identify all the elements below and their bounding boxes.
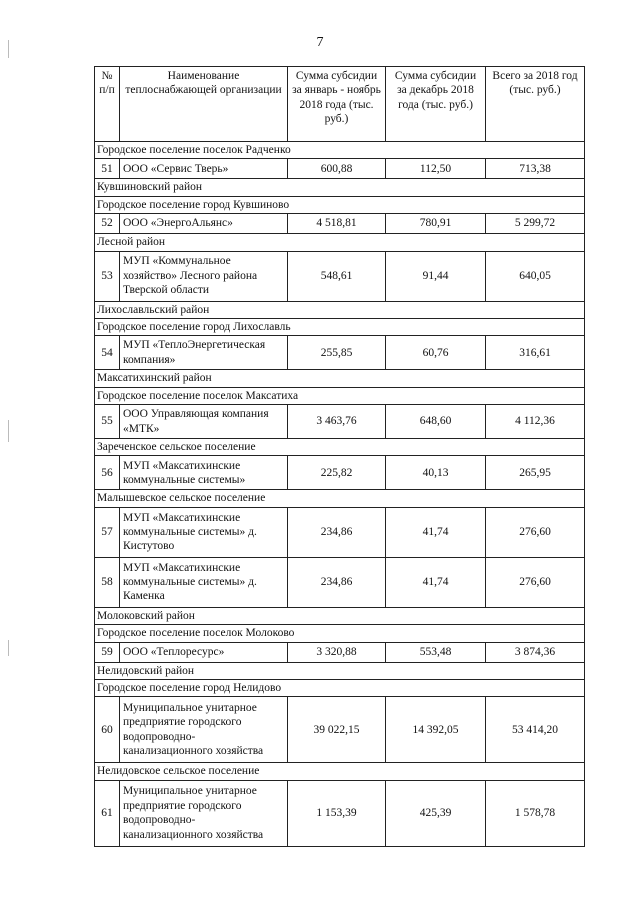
region-label: Лихославльский район bbox=[95, 301, 585, 318]
amount-total: 3 874,36 bbox=[486, 642, 585, 662]
amount-total: 1 578,78 bbox=[486, 780, 585, 846]
table-row bbox=[95, 214, 585, 234]
organization-name: Муниципальное унитарное предприятие городского водопроводно-канализационного хозяйства bbox=[120, 697, 288, 763]
amount-december: 60,76 bbox=[386, 336, 486, 370]
region-row bbox=[95, 318, 585, 335]
organization-name: МУП «ТеплоЭнергетическая компания» bbox=[120, 336, 288, 370]
header-organization: Наименование теплоснабжающей организации bbox=[120, 67, 288, 142]
scan-margin-mark bbox=[8, 420, 9, 442]
amount-jan-nov: 39 022,15 bbox=[288, 697, 386, 763]
amount-jan-nov: 234,86 bbox=[288, 557, 386, 607]
amount-jan-nov: 1 153,39 bbox=[288, 780, 386, 846]
region-row bbox=[95, 142, 585, 159]
header-december: Сумма субсидии за декабрь 2018 года (тыс. руб.) bbox=[386, 67, 486, 142]
header-total: Всего за 2018 год (тыс. руб.) bbox=[486, 67, 585, 142]
table-row bbox=[95, 336, 585, 370]
region-label: Максатихинский район bbox=[95, 370, 585, 387]
table-row bbox=[95, 405, 585, 439]
organization-name: МУП «Максатихинские коммунальные системы» д. Кистутово bbox=[120, 507, 288, 557]
amount-total: 276,60 bbox=[486, 557, 585, 607]
scan-margin-mark bbox=[8, 640, 9, 656]
region-label: Городское поселение город Нелидово bbox=[95, 679, 585, 696]
row-number: 52 bbox=[95, 214, 120, 234]
amount-december: 14 392,05 bbox=[386, 697, 486, 763]
region-label: Городское поселение поселок Радченко bbox=[95, 142, 585, 159]
row-number: 59 bbox=[95, 642, 120, 662]
table-row bbox=[95, 557, 585, 607]
amount-december: 40,13 bbox=[386, 456, 486, 490]
amount-jan-nov: 255,85 bbox=[288, 336, 386, 370]
amount-total: 4 112,36 bbox=[486, 405, 585, 439]
region-row bbox=[95, 179, 585, 196]
amount-jan-nov: 3 320,88 bbox=[288, 642, 386, 662]
region-label: Лесной район bbox=[95, 234, 585, 251]
region-label: Нелидовский район bbox=[95, 662, 585, 679]
amount-total: 265,95 bbox=[486, 456, 585, 490]
header-jan-nov: Сумма субсидии за январь - ноябрь 2018 года (тыс. руб.) bbox=[288, 67, 386, 142]
amount-total: 276,60 bbox=[486, 507, 585, 557]
amount-december: 91,44 bbox=[386, 251, 486, 301]
table-row bbox=[95, 697, 585, 763]
region-row bbox=[95, 196, 585, 213]
amount-total: 713,38 bbox=[486, 159, 585, 179]
amount-jan-nov: 548,61 bbox=[288, 251, 386, 301]
region-row bbox=[95, 387, 585, 404]
row-number: 53 bbox=[95, 251, 120, 301]
table-row bbox=[95, 642, 585, 662]
row-number: 54 bbox=[95, 336, 120, 370]
amount-december: 553,48 bbox=[386, 642, 486, 662]
organization-name: ООО «Теплоресурс» bbox=[120, 642, 288, 662]
region-row bbox=[95, 763, 585, 780]
organization-name: ООО «Сервис Тверь» bbox=[120, 159, 288, 179]
amount-december: 41,74 bbox=[386, 507, 486, 557]
region-row bbox=[95, 370, 585, 387]
row-number: 57 bbox=[95, 507, 120, 557]
region-label: Городское поселение город Кувшиново bbox=[95, 196, 585, 213]
amount-total: 53 414,20 bbox=[486, 697, 585, 763]
amount-december: 780,91 bbox=[386, 214, 486, 234]
region-label: Зареченское сельское поселение bbox=[95, 439, 585, 456]
amount-jan-nov: 3 463,76 bbox=[288, 405, 386, 439]
header-number: № п/п bbox=[95, 67, 120, 142]
amount-total: 640,05 bbox=[486, 251, 585, 301]
organization-name: МУП «Максатихинские коммунальные системы» bbox=[120, 456, 288, 490]
region-row bbox=[95, 301, 585, 318]
table-row bbox=[95, 780, 585, 846]
row-number: 56 bbox=[95, 456, 120, 490]
table-row bbox=[95, 251, 585, 301]
subsidy-table bbox=[94, 66, 585, 847]
region-label: Нелидовское сельское поселение bbox=[95, 763, 585, 780]
region-row bbox=[95, 662, 585, 679]
table-body bbox=[95, 142, 585, 847]
region-label: Городское поселение поселок Максатиха bbox=[95, 387, 585, 404]
amount-jan-nov: 600,88 bbox=[288, 159, 386, 179]
page-number: 7 bbox=[316, 35, 324, 50]
organization-name: ООО Управляющая компания «МТК» bbox=[120, 405, 288, 439]
region-label: Малышевское сельское поселение bbox=[95, 490, 585, 507]
region-row bbox=[95, 490, 585, 507]
region-label: Городское поселение город Лихославль bbox=[95, 318, 585, 335]
amount-total: 316,61 bbox=[486, 336, 585, 370]
region-row bbox=[95, 679, 585, 696]
table-header-row bbox=[95, 67, 585, 142]
organization-name: ООО «ЭнергоАльянс» bbox=[120, 214, 288, 234]
row-number: 61 bbox=[95, 780, 120, 846]
table-row bbox=[95, 507, 585, 557]
region-row bbox=[95, 625, 585, 642]
table-row bbox=[95, 456, 585, 490]
region-label: Городское поселение поселок Молоково bbox=[95, 625, 585, 642]
table-row bbox=[95, 159, 585, 179]
region-label: Молоковский район bbox=[95, 607, 585, 624]
amount-december: 41,74 bbox=[386, 557, 486, 607]
organization-name: Муниципальное унитарное предприятие городского водопроводно-канализационного хозяйства bbox=[120, 780, 288, 846]
region-row bbox=[95, 439, 585, 456]
row-number: 55 bbox=[95, 405, 120, 439]
amount-jan-nov: 4 518,81 bbox=[288, 214, 386, 234]
amount-jan-nov: 225,82 bbox=[288, 456, 386, 490]
amount-december: 425,39 bbox=[386, 780, 486, 846]
amount-december: 112,50 bbox=[386, 159, 486, 179]
organization-name: МУП «Коммунальное хозяйство» Лесного района Тверской области bbox=[120, 251, 288, 301]
amount-jan-nov: 234,86 bbox=[288, 507, 386, 557]
amount-december: 648,60 bbox=[386, 405, 486, 439]
row-number: 51 bbox=[95, 159, 120, 179]
row-number: 58 bbox=[95, 557, 120, 607]
amount-total: 5 299,72 bbox=[486, 214, 585, 234]
region-label: Кувшиновский район bbox=[95, 179, 585, 196]
region-row bbox=[95, 607, 585, 624]
organization-name: МУП «Максатихинские коммунальные системы» д. Каменка bbox=[120, 557, 288, 607]
row-number: 60 bbox=[95, 697, 120, 763]
region-row bbox=[95, 234, 585, 251]
